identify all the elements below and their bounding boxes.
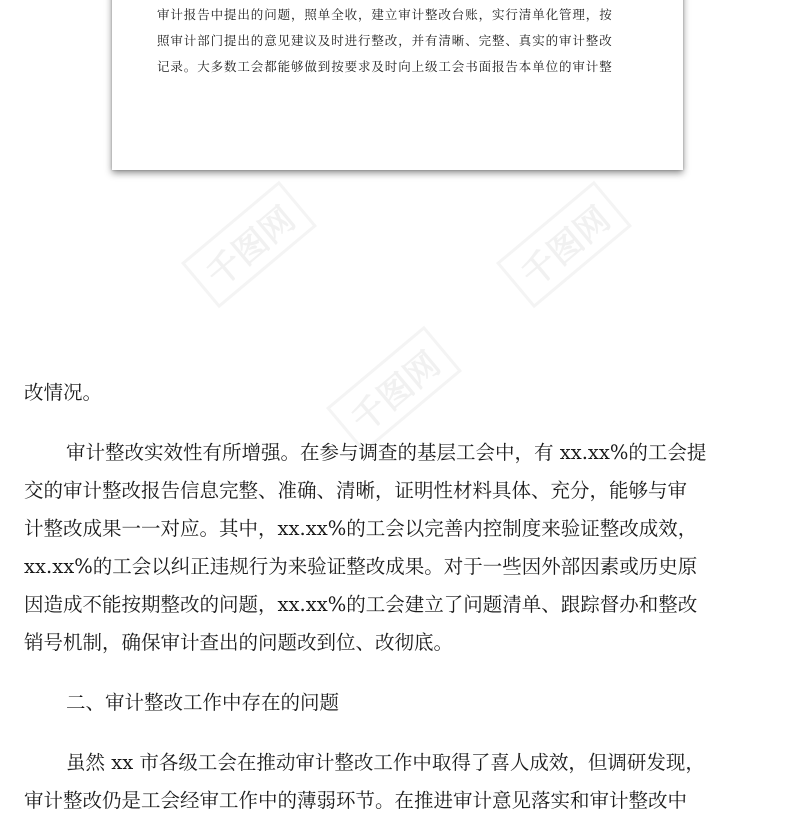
paragraph-line: 因造成不能按期整改的问题，xx.xx%的工会建立了问题清单、跟踪督办和整改 <box>24 593 698 616</box>
paragraph-audit-problems <box>24 744 784 820</box>
watermark-logo: 千图网 <box>181 181 317 308</box>
preview-page-card <box>112 0 683 170</box>
document-body <box>24 374 784 820</box>
paragraph-continuation: 改情况。 <box>24 381 103 404</box>
paragraph-line: 交的审计整改报告信息完整、准确、清晰，证明性材料具体、充分，能够与审 <box>24 479 688 502</box>
paragraph-line: 审计整改实效性有所增强。在参与调查的基层工会中，有 xx.xx%的工会提 <box>66 441 707 464</box>
section-heading: 二、审计整改工作中存在的问题 <box>66 691 340 714</box>
preview-line-1: 审计报告中提出的问题，照单全收，建立审计整改台账，实行清单化管理，按 <box>157 7 613 22</box>
preview-line-3: 记录。大多数工会都能够做到按要求及时向上级工会书面报告本单位的审计整 <box>157 59 613 74</box>
paragraph-audit-effectiveness <box>24 434 784 662</box>
preview-line-2: 照审计部门提出的意见建议及时进行整改，并有清晰、完整、真实的审计整改 <box>157 33 613 48</box>
paragraph-line: 审计整改仍是工会经审工作中的薄弱环节。在推进审计意见落实和审计整改中 <box>24 789 688 812</box>
watermark-logo: 千图网 <box>496 181 632 308</box>
paragraph-line: 计整改成果一一对应。其中，xx.xx%的工会以完善内控制度来验证整改成效， <box>24 517 698 540</box>
preview-page-text <box>157 2 637 80</box>
paragraph-line: 销号机制，确保审计查出的问题改到位、改彻底。 <box>24 631 454 654</box>
paragraph-line: xx.xx%的工会以纠正违规行为来验证整改成果。对于一些因外部因素或历史原 <box>24 555 698 578</box>
paragraph-line: 虽然 xx 市各级工会在推动审计整改工作中取得了喜人成效，但调研发现， <box>66 751 705 774</box>
watermark-logo: 千图网 <box>326 326 462 453</box>
